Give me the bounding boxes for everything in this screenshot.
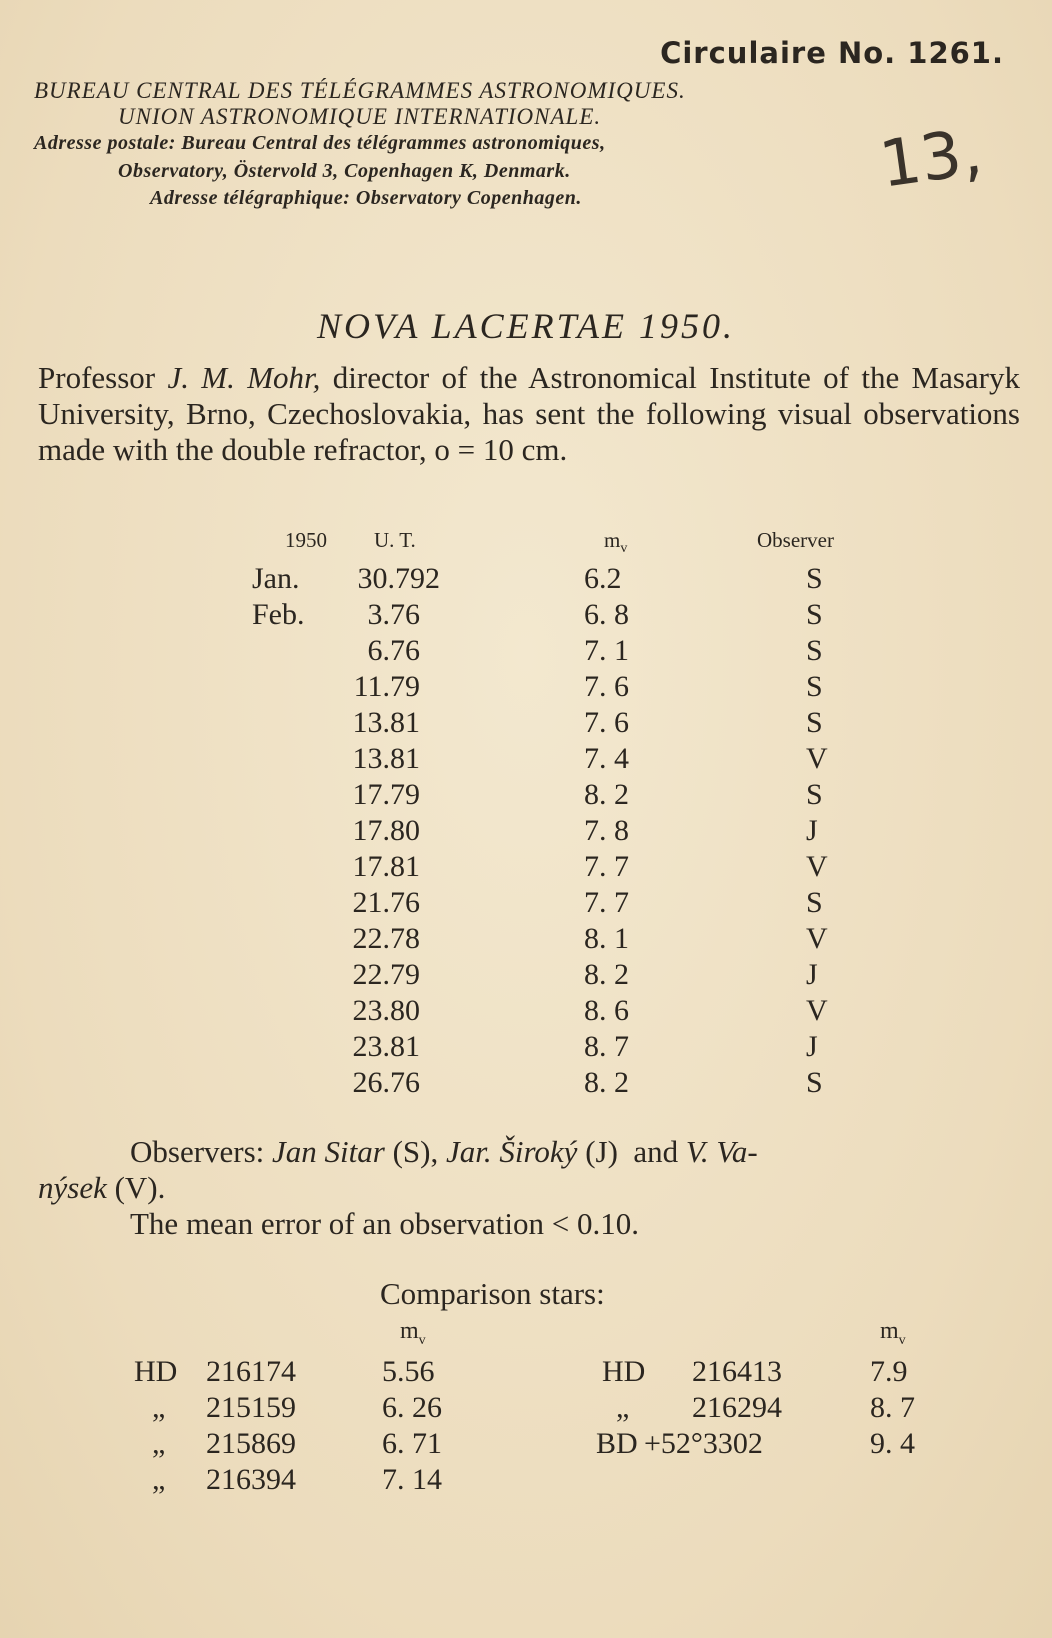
comparison-mv-sub-right: v <box>898 1332 906 1348</box>
star-id: 215869 <box>206 1427 296 1460</box>
row-observer: S <box>806 670 823 703</box>
row-month: Jan. <box>252 562 300 595</box>
row-mv: 7. 7 <box>584 850 629 883</box>
row-observer: J <box>806 814 818 847</box>
row-mv: 8. 2 <box>584 778 629 811</box>
comparison-mv-m-right: m <box>880 1318 899 1344</box>
row-observer: J <box>806 1030 818 1063</box>
star-mv: 9. 4 <box>870 1427 915 1460</box>
intro-name: J. M. Mohr, <box>167 360 321 395</box>
star-id: 216174 <box>206 1355 296 1388</box>
row-ut: 3.76 <box>367 598 420 631</box>
row-mv: 7. 4 <box>584 742 629 775</box>
header-telegraphic-address: Adresse télégraphique: Observatory Copenhagen. <box>150 187 582 209</box>
row-ut: 17.81 <box>352 850 420 883</box>
comparison-mv-m-left: m <box>400 1318 419 1344</box>
star-prefix: „ <box>152 1463 166 1496</box>
star-mv: 7. 14 <box>382 1463 442 1496</box>
observer-siroky-code: (J) <box>585 1134 618 1169</box>
row-observer: J <box>806 958 818 991</box>
col-head-mv-sub: v <box>620 541 628 557</box>
star-prefix: HD <box>134 1355 178 1388</box>
mean-error-note: The mean error of an observation < 0.10. <box>130 1206 640 1241</box>
row-observer: S <box>806 778 823 811</box>
row-observer: S <box>806 886 823 919</box>
header-postal-address: Adresse postale: Bureau Central des télégrammes astronomiques, <box>34 132 606 154</box>
star-prefix: HD <box>602 1355 646 1388</box>
row-mv: 7. 8 <box>584 814 629 847</box>
star-prefix: „ <box>616 1391 630 1424</box>
star-mv: 6. 71 <box>382 1427 442 1460</box>
intro-text-rest: director of the Astronomical Institute of the Masaryk University, Brno, Czechoslovakia, has sent the following visual observations made with the double refractor, o = 10 cm. <box>38 360 1021 467</box>
row-ut: 21.76 <box>352 886 420 919</box>
star-mv: 5.56 <box>382 1355 435 1388</box>
observer-vanysek-part2: nýsek <box>38 1170 107 1205</box>
row-mv: 8. 6 <box>584 994 629 1027</box>
row-observer: V <box>806 994 828 1027</box>
row-mv: 7. 1 <box>584 634 629 667</box>
observer-siroky: Jar. Široký <box>446 1134 578 1169</box>
col-head-mv-m: m <box>604 528 621 552</box>
row-ut: 13.81 <box>352 742 420 775</box>
header-observatory-address: Observatory, Östervold 3, Copenhagen K, Denmark. <box>118 160 571 182</box>
row-ut: 6.76 <box>367 634 420 667</box>
col-head-mv <box>604 528 627 557</box>
col-head-ut: U. T. <box>374 528 416 552</box>
observers-line-2 <box>38 1170 165 1206</box>
row-observer: V <box>806 742 828 775</box>
star-prefix: BD <box>596 1427 638 1460</box>
row-mv: 6. 8 <box>584 598 629 631</box>
handwritten-annotation: 13, <box>875 115 987 203</box>
row-month: Feb. <box>252 598 305 631</box>
row-mv: 8. 2 <box>584 1066 629 1099</box>
comparison-mv-head-right <box>880 1318 906 1349</box>
comparison-mv-sub-left: v <box>418 1332 426 1348</box>
header-bureau: BUREAU CENTRAL DES TÉLÉGRAMMES ASTRONOMIQUES. <box>34 78 686 103</box>
intro-text-start: Professor <box>38 360 156 395</box>
row-ut: 23.80 <box>352 994 420 1027</box>
row-ut: 13.81 <box>352 706 420 739</box>
page-title: NOVA LACERTAE 1950. <box>316 306 735 346</box>
observer-vanysek-code: (V). <box>114 1170 166 1205</box>
row-ut: 26.76 <box>352 1066 420 1099</box>
star-id: 216413 <box>692 1355 782 1388</box>
star-prefix: „ <box>152 1427 166 1460</box>
row-observer: S <box>806 1066 823 1099</box>
row-ut: 22.79 <box>352 958 420 991</box>
row-mv: 8. 7 <box>584 1030 629 1063</box>
intro-paragraph <box>38 360 1020 468</box>
star-id: 215159 <box>206 1391 296 1424</box>
row-ut: 23.81 <box>352 1030 420 1063</box>
row-ut: 22.78 <box>352 922 420 955</box>
row-mv: 8. 2 <box>584 958 629 991</box>
col-head-year: 1950 <box>285 528 327 552</box>
row-observer: S <box>806 598 823 631</box>
observer-vanysek-part1: V. Va- <box>685 1134 758 1169</box>
star-mv: 8. 7 <box>870 1391 915 1424</box>
circular-number: Circulaire No. 1261. <box>660 36 1004 70</box>
star-id: +52°3302 <box>644 1427 763 1460</box>
row-observer: V <box>806 850 828 883</box>
row-observer: S <box>806 706 823 739</box>
col-head-observer: Observer <box>757 528 834 552</box>
comparison-mv-head-left <box>400 1318 426 1349</box>
star-id: 216394 <box>206 1463 296 1496</box>
row-ut: 17.80 <box>352 814 420 847</box>
observer-sitar-code: (S), <box>392 1134 439 1169</box>
row-mv: 7. 7 <box>584 886 629 919</box>
comparison-title: Comparison stars: <box>380 1276 605 1311</box>
row-mv: 6.2 <box>584 562 622 595</box>
row-observer: V <box>806 922 828 955</box>
star-id: 216294 <box>692 1391 782 1424</box>
header-union: UNION ASTRONOMIQUE INTERNATIONALE. <box>118 104 602 129</box>
row-ut: 11.79 <box>353 670 420 703</box>
row-ut: 30.792 <box>357 562 440 595</box>
row-observer: S <box>806 634 823 667</box>
row-mv: 8. 1 <box>584 922 629 955</box>
star-mv: 6. 26 <box>382 1391 442 1424</box>
row-observer: S <box>806 562 823 595</box>
row-mv: 7. 6 <box>584 670 629 703</box>
star-mv: 7.9 <box>870 1355 908 1388</box>
observers-and: and <box>633 1134 679 1169</box>
observers-label: Observers: <box>130 1134 265 1169</box>
observer-sitar: Jan Sitar <box>272 1134 385 1169</box>
observers-line <box>130 1134 758 1170</box>
row-mv: 7. 6 <box>584 706 629 739</box>
row-ut: 17.79 <box>352 778 420 811</box>
star-prefix: „ <box>152 1391 166 1424</box>
